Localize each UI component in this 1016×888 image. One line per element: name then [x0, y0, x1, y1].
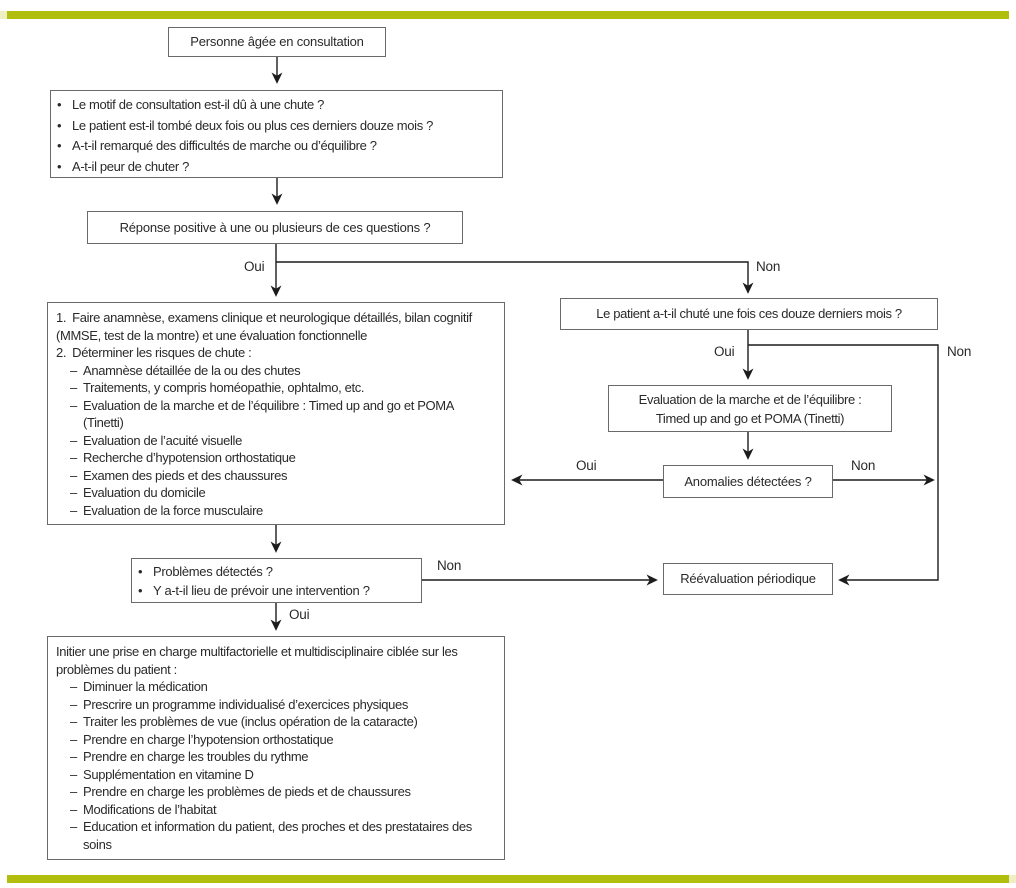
dash-icon: – — [70, 485, 77, 500]
bullet-icon: • — [138, 564, 143, 579]
assessment-check: Evaluation de la marche et de l’équilibre : Timed up and go et POMA (Tinetti) — [83, 397, 454, 430]
dash-icon: – — [70, 801, 77, 817]
dash-icon: – — [70, 432, 77, 448]
screening-question: Le motif de consultation est-il dû à une chute ? — [72, 97, 325, 112]
node-screening-questions — [50, 90, 503, 178]
management-actions-list — [56, 678, 496, 853]
list-item — [57, 136, 496, 157]
gait-evaluation-line1: Evaluation de la marche et de l’équilibre : — [638, 391, 862, 407]
edge-label-problems-yes: Oui — [289, 607, 310, 622]
dash-icon: – — [70, 731, 77, 747]
management-action: Supplémentation en vitamine D — [83, 766, 254, 782]
list-item — [70, 484, 496, 502]
list-item — [70, 449, 496, 467]
bullet-icon: • — [57, 117, 62, 133]
assessment-item-2 — [56, 344, 496, 362]
dash-icon: – — [70, 450, 77, 465]
dash-icon: – — [70, 679, 77, 694]
list-item — [138, 581, 415, 600]
node-anomalies-label: Anomalies détectées ? — [684, 473, 812, 489]
dash-icon: – — [70, 467, 77, 483]
dash-icon: – — [70, 766, 77, 782]
management-action: Traiter les problèmes de vue (inclus opération de la cataracte) — [83, 714, 418, 729]
node-single-fall — [560, 298, 938, 330]
connector-single-fall-no-to-reevaluation — [748, 345, 938, 580]
node-management-plan — [47, 636, 505, 860]
problems-question: Problèmes détectés ? — [153, 564, 273, 579]
dash-icon: – — [70, 362, 77, 378]
management-action: Prendre en charge l’hypotension orthostatique — [83, 731, 334, 747]
list-item — [70, 731, 496, 749]
edge-label-single-fall-no: Non — [947, 344, 972, 359]
assessment-check: Traitements, y compris homéopathie, ophtalmo, etc. — [83, 380, 365, 395]
gait-evaluation-line2: Timed up and go et POMA (Tinetti) — [655, 410, 845, 426]
management-action: Prescrire un programme individualisé d’exercices physiques — [83, 696, 409, 712]
dash-icon: – — [70, 749, 77, 764]
bullet-icon: • — [57, 158, 62, 174]
node-periodic-reevaluation — [663, 563, 833, 595]
list-item — [70, 801, 496, 819]
edge-label-anomalies-no: Non — [851, 458, 876, 473]
list-item — [138, 562, 415, 581]
edge-label-positive-yes: Oui — [244, 259, 265, 274]
dash-icon: – — [70, 784, 77, 799]
node-start — [168, 27, 386, 57]
node-gait-evaluation — [608, 385, 892, 432]
management-action: Prendre en charge les problèmes de pieds et de chaussures — [83, 784, 411, 799]
dash-icon: – — [70, 502, 77, 518]
edge-label-single-fall-yes: Oui — [714, 344, 735, 359]
list-item — [70, 713, 496, 731]
management-action: Education et information du patient, des proches et des prestataires des soins — [83, 819, 472, 852]
screening-question: A-t-il remarqué des difficultés de marche ou d’équilibre ? — [72, 138, 377, 153]
bullet-icon: • — [57, 138, 62, 153]
dash-icon: – — [70, 819, 77, 834]
node-positive-response-label: Réponse positive à une ou plusieurs de ces questions ? — [119, 219, 431, 235]
management-action: Diminuer la médication — [83, 679, 208, 694]
assessment-item-1-text: Faire anamnèse, examens clinique et neurologique détaillés, bilan cognitif (MMSE, test de la montre) et une évaluation fonctionnelle — [56, 310, 472, 343]
bullet-icon: • — [138, 583, 143, 598]
list-item — [70, 696, 496, 714]
edge-label-problems-no: Non — [437, 558, 462, 573]
bullet-icon: • — [57, 97, 62, 112]
assessment-checks-list — [56, 362, 496, 520]
list-item — [70, 766, 496, 784]
screening-question: A-t-il peur de chuter ? — [72, 158, 189, 174]
list-item — [57, 116, 496, 137]
edge-label-positive-no: Non — [756, 259, 781, 274]
list-item — [57, 95, 496, 116]
node-problems-detected — [131, 558, 422, 603]
assessment-check: Examen des pieds et des chaussures — [83, 467, 288, 483]
list-item — [70, 678, 496, 696]
assessment-check: Evaluation du domicile — [83, 485, 206, 500]
list-item — [70, 818, 496, 853]
management-action: Modifications de l’habitat — [83, 801, 217, 817]
node-start-label: Personne âgée en consultation — [190, 34, 364, 50]
assessment-check: Anamnèse détaillée de la ou des chutes — [83, 362, 301, 378]
node-single-fall-label: Le patient a-t-il chuté une fois ces douze derniers mois ? — [596, 306, 902, 322]
item-number: 2. — [56, 345, 67, 360]
connector-positive-no-to-single-fall — [276, 262, 748, 292]
assessment-check: Evaluation de l’acuité visuelle — [83, 432, 242, 448]
list-item — [70, 432, 496, 450]
screening-question: Le patient est-il tombé deux fois ou plus ces derniers douze mois ? — [72, 117, 433, 133]
dash-icon: – — [70, 397, 77, 413]
list-item — [70, 748, 496, 766]
list-item — [70, 783, 496, 801]
dash-icon: – — [70, 696, 77, 712]
node-anomalies-detected — [663, 465, 833, 498]
assessment-check: Recherche d’hypotension orthostatique — [83, 450, 296, 465]
list-item — [70, 397, 496, 432]
node-positive-response — [87, 211, 463, 244]
item-number: 1. — [56, 310, 67, 325]
list-item — [70, 379, 496, 397]
list-item — [70, 502, 496, 520]
assessment-item-2-text: Déterminer les risques de chute : — [72, 345, 252, 360]
node-reevaluation-label: Réévaluation périodique — [680, 571, 816, 587]
problems-question: Y a-t-il lieu de prévoir une intervention ? — [153, 583, 370, 598]
assessment-item-1 — [56, 309, 496, 344]
management-action: Prendre en charge les troubles du rythme — [83, 749, 309, 764]
management-intro: Initier une prise en charge multifactorielle et multidisciplinaire ciblée sur les problèmes du patient : — [56, 644, 458, 677]
dash-icon: – — [70, 380, 77, 395]
assessment-check: Evaluation de la force musculaire — [83, 502, 263, 518]
edge-label-anomalies-yes: Oui — [576, 458, 597, 473]
list-item — [57, 157, 496, 178]
node-risk-assessment — [47, 302, 505, 525]
list-item — [70, 467, 496, 485]
list-item — [70, 362, 496, 380]
dash-icon: – — [70, 714, 77, 729]
